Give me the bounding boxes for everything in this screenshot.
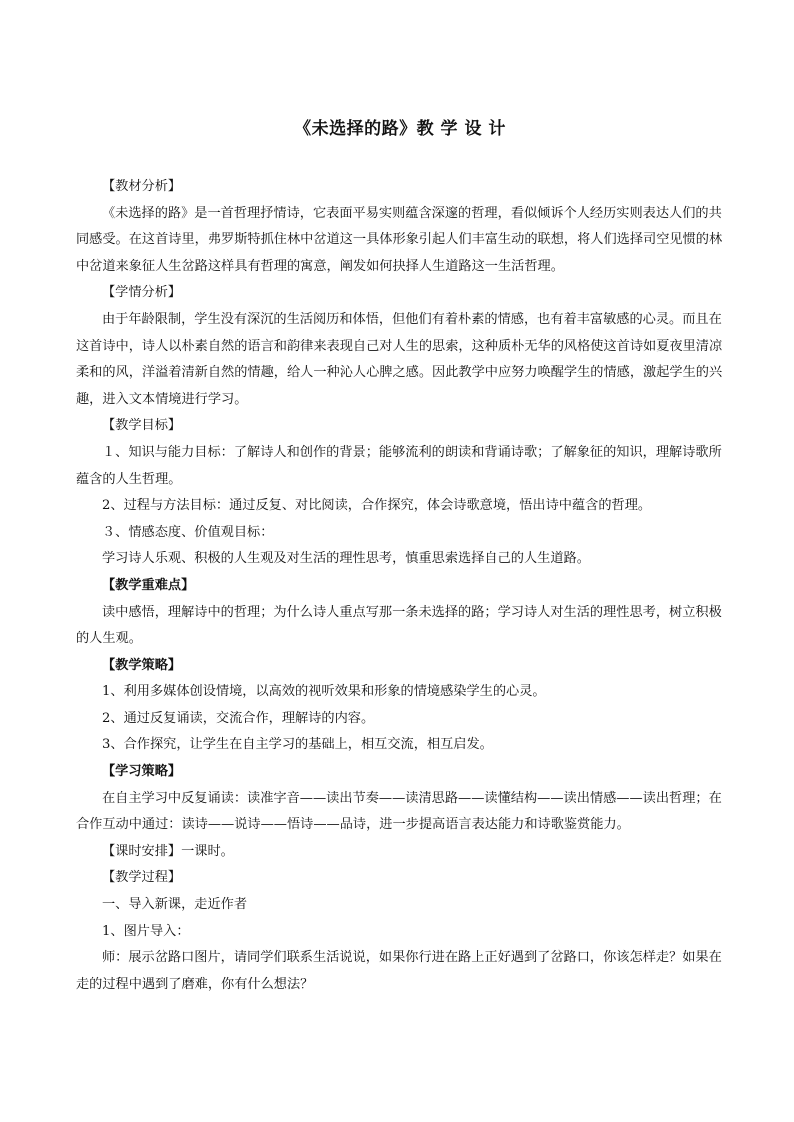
paragraph-key-difficult-points: 读中感悟，理解诗中的哲理；为什么诗人重点写那一条未选择的路；学习诗人对生活的理性思考，树立积极的人生观。 bbox=[76, 604, 722, 647]
section-heading-key-difficult-points: 【教学重难点】 bbox=[102, 577, 195, 593]
goal-emotion-values-heading: ３、情感态度、价值观目标： bbox=[102, 524, 274, 540]
process-teacher-prompt: 师：展示岔路口图片，请同学们联系生活说说，如果你行进在路上正好遇到了岔路口，你该怎样走？如果在走的过程中遇到了磨难，你有什么想法？ bbox=[76, 950, 722, 992]
section-heading-textbook-analysis: 【教材分析】 bbox=[102, 179, 182, 194]
document-page bbox=[76, 112, 724, 998]
strategy-item-2: 2、通过反复诵读，交流合作，理解诗的内容。 bbox=[102, 710, 375, 726]
section-heading-student-analysis: 【学情分析】 bbox=[102, 285, 182, 301]
section-heading-teaching-strategy: 【教学策略】 bbox=[102, 657, 182, 673]
goal-process-method: 2、过程与方法目标：通过反复、对比阅读，合作探究，体会诗歌意境，悟出诗中蕴含的哲理。 bbox=[102, 498, 652, 514]
goal-emotion-values: 学习诗人乐观、积极的人生观及对生活的理性思考，慎重思索选择自己的人生道路。 bbox=[102, 551, 590, 567]
paragraph-student-analysis: 由于年龄限制，学生没有深沉的生活阅历和体悟，但他们有着朴素的情感，也有着丰富敏感的心灵。而且在这首诗中，诗人以朴素自然的语言和韵律来表现自己对人生的思索，这种质朴无华的风格使这首诗如夏夜里清凉柔和的风，洋溢着清新自然的情趣，给人一种沁人心脾之感。因此教学中应努力唤醒学生的情感，激起学生的兴趣，进入文本情境进行学习。 bbox=[76, 311, 723, 407]
section-heading-teaching-goals: 【教学目标】 bbox=[102, 418, 182, 434]
document-title: 《未选择的路》教 学 设 计 bbox=[294, 119, 506, 139]
section-heading-learning-strategy: 【学习策略】 bbox=[102, 764, 182, 780]
paragraph-textbook-analysis: 《未选择的路》是一首哲理抒情诗，它表面平易实则蕴含深邃的哲理，看似倾诉个人经历实则表达人们的共同感受。在这首诗里，弗罗斯特抓住林中岔道这一具体形象引起人们丰富生动的联想，将人们选择司空见惯的林中岔道来象征人生岔路这样具有哲理的寓意，阐发如何抉择人生道路这一生活哲理。 bbox=[76, 205, 723, 274]
paragraph-learning-strategy: 在自主学习中反复诵读：读准字音——读出节奏——读清思路——读懂结构——读出情感——读出哲理；在合作互动中通过：读诗——说诗——悟诗——品诗，进一步提高语言表达能力和诗歌鉴赏能力。 bbox=[76, 790, 722, 833]
section-heading-class-hours: 【课时安排】一课时。 bbox=[102, 843, 234, 859]
goal-knowledge-ability: １、知识与能力目标：了解诗人和创作的背景；能够流利的朗读和背诵诗歌；了解象征的知识，理解诗歌所蕴含的人生哲理。 bbox=[76, 444, 722, 487]
process-step-1: 一、导入新课，走近作者 bbox=[102, 897, 248, 913]
section-heading-teaching-process: 【教学过程】 bbox=[102, 870, 182, 886]
process-substep-1: 1、图片导入： bbox=[102, 923, 190, 939]
strategy-item-1: 1、利用多媒体创设情境，以高效的视听效果和形象的情境感染学生的心灵。 bbox=[102, 684, 546, 700]
strategy-item-3: 3、合作探究，让学生在自主学习的基础上，相互交流，相互启发。 bbox=[102, 737, 493, 753]
